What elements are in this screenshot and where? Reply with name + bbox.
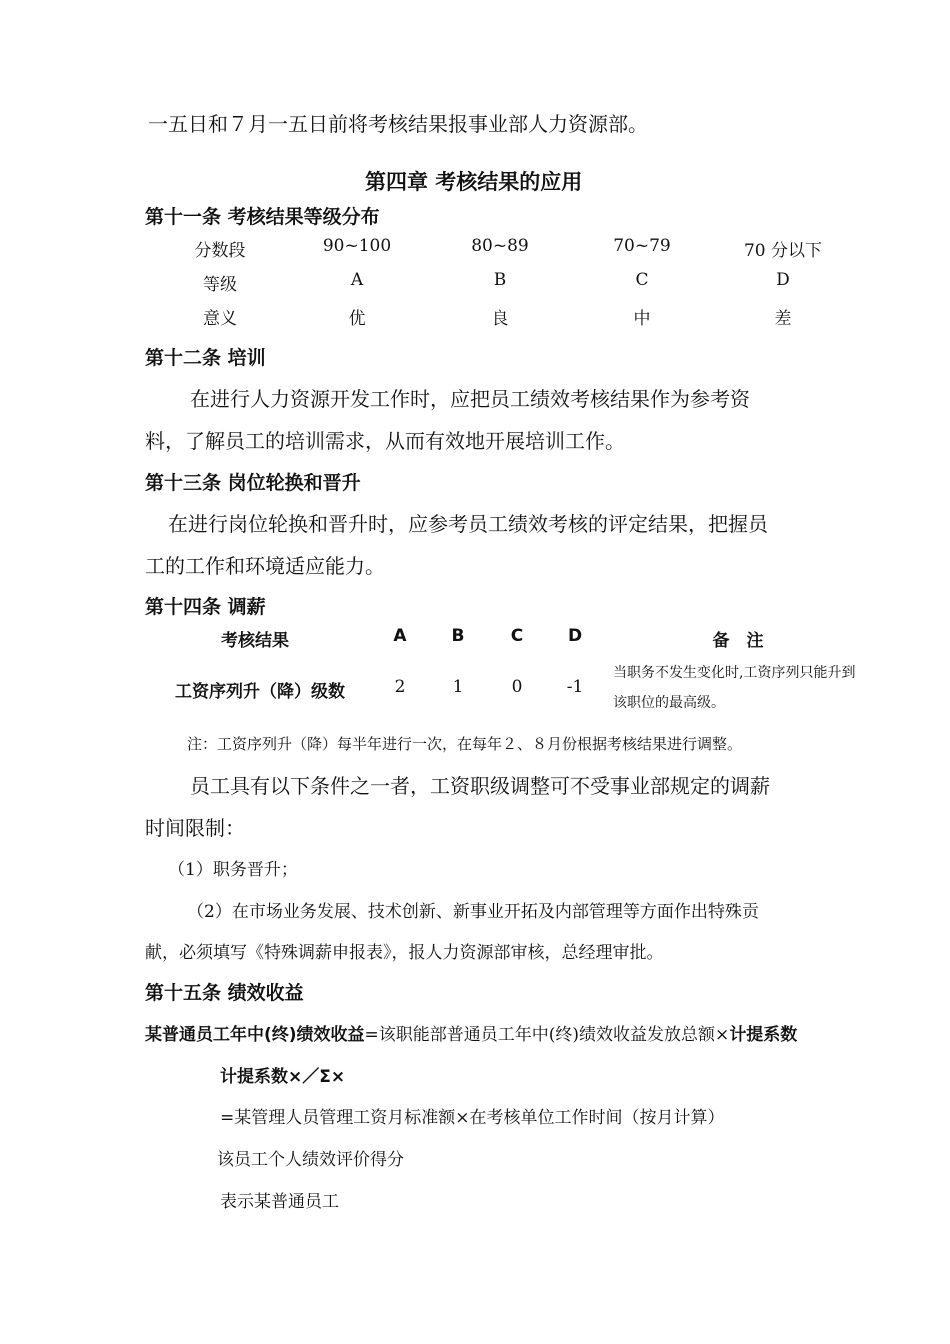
table-cell: 2	[394, 677, 406, 697]
table-cell: 70~79	[613, 236, 671, 256]
list-item: 献，必须填写《特殊调薪申报表》，报人力资源部审核，总经理审批。	[145, 943, 664, 963]
table-cell-note: 当职务不发生变化时,工资序列只能升到该职位的最高级。	[613, 665, 856, 711]
table-cell: 良	[491, 309, 509, 329]
table-cell: 等级	[203, 275, 237, 295]
table-cell: 分数段	[194, 241, 246, 261]
paragraph-line: 工的工作和环境适应能力。	[145, 554, 385, 578]
paragraph-line: 在进行人力资源开发工作时，应把员工绩效考核结果作为参考资	[190, 387, 750, 411]
article-heading: 第十一条 考核结果等级分布	[145, 206, 380, 228]
formula-line: 计提系数×／Σ×	[220, 1067, 346, 1087]
table-header-cell: 备 注	[712, 631, 764, 651]
article-heading: 第十三条 岗位轮换和晋升	[145, 472, 361, 494]
table-header-cell: C	[510, 626, 524, 646]
table-footnote: 注：工资序列升（降）每半年进行一次，在每年２、８月份根据考核结果进行调整。	[187, 735, 743, 753]
formula-term: 某普通员工年中(终)绩效收益	[145, 1025, 365, 1045]
table-cell: B	[493, 270, 507, 290]
table-cell: 差	[774, 309, 792, 329]
table-header-cell: 考核结果	[221, 631, 289, 651]
table-cell: 意义	[203, 309, 237, 329]
table-cell: 90~100	[322, 236, 392, 256]
article-heading: 第十二条 培训	[145, 347, 266, 369]
paragraph-line: 员工具有以下条件之一者，工资职级调整可不受事业部规定的调薪	[190, 774, 770, 798]
table-cell: A	[350, 270, 364, 290]
table-cell: 工资序列升（降）级数	[175, 682, 345, 702]
table-cell: 1	[452, 677, 464, 697]
paragraph-line: 时间限制：	[145, 816, 245, 840]
list-item: （1）职务晋升；	[168, 860, 298, 880]
table-cell: 0	[511, 677, 523, 697]
grade-table-row	[150, 236, 860, 266]
grade-table-row	[150, 304, 860, 334]
chapter-title: 第四章 考核结果的应用	[365, 170, 583, 194]
table-cell: 中	[633, 309, 651, 329]
grade-table-row	[150, 270, 860, 300]
table-header-cell: A	[393, 626, 407, 646]
formula-line	[145, 1020, 797, 1045]
text-line: 一五日和７月一五日前将考核结果报事业部人力资源部。	[148, 112, 648, 136]
formula-term: 计提系数	[729, 1025, 798, 1045]
article-heading: 第十五条 绩效收益	[145, 982, 304, 1004]
formula-term: =该职能部普通员工年中(终)绩效收益发放总额×	[364, 1025, 730, 1045]
table-cell: D	[776, 270, 790, 290]
table-cell: 70 分以下	[743, 241, 823, 261]
formula-line: 该员工个人绩效评价得分	[217, 1150, 404, 1170]
formula-line: 表示某普通员工	[220, 1192, 339, 1212]
article-heading: 第十四条 调薪	[145, 596, 266, 618]
table-cell: -1	[566, 677, 584, 697]
table-cell: 80~89	[471, 236, 529, 256]
paragraph-line: 料，了解员工的培训需求，从而有效地开展培训工作。	[145, 429, 625, 453]
table-header-cell: B	[451, 626, 465, 646]
salary-table	[150, 620, 870, 725]
formula-line: =某管理人员管理工资月标准额×在考核单位工作时间（按月计算）	[220, 1108, 725, 1128]
paragraph-line: 在进行岗位轮换和晋升时，应参考员工绩效考核的评定结果，把握员	[168, 512, 768, 536]
table-cell: 优	[348, 309, 366, 329]
table-cell: C	[635, 270, 649, 290]
list-item: （2）在市场业务发展、技术创新、新事业开拓及内部管理等方面作出特殊贡	[187, 902, 759, 922]
table-header-cell: D	[567, 626, 583, 646]
